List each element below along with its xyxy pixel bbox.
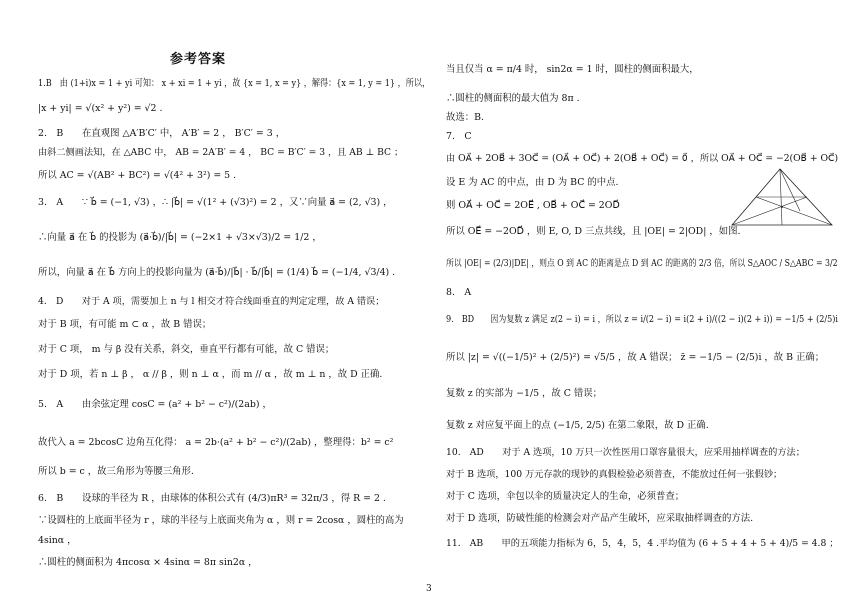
answer-6-line-4: ∴圆柱的侧面积为 4πcosα × 4sinα = 8π sin2α ， bbox=[38, 557, 258, 568]
answer-6-line-7: 故选：B. bbox=[446, 112, 484, 123]
answer-3-line-2: ∴向量 a⃗ 在 b⃗ 的投影为 (a⃗·b⃗)/|b⃗| = (−2×1 + √3×√3)/2 = 1/2 ， bbox=[38, 232, 322, 243]
answer-5-line-2: 故代入 a = 2bcosC 边角互化得： a = 2b·(a² + b² − c²)/(2ab) ，整理得：b² = c² bbox=[38, 437, 394, 448]
answer-6-line-6: ∴圆柱的侧面积的最大值为 8π . bbox=[446, 93, 580, 104]
answer-10-line-2: 对于 B 选项，100 万元存款的现钞的真假检验必须普查，不能放过任何一张假钞； bbox=[446, 469, 783, 480]
answer-8-line-1: 8. A bbox=[446, 287, 472, 298]
page-title: 参考答案 bbox=[170, 52, 227, 67]
answer-4-line-4: 对于 D 项，若 n ⊥ β ， α // β ，则 n ⊥ α ，而 m // α ，故 m ⊥ n ，故 D 正确. bbox=[38, 369, 383, 380]
segment-a-o bbox=[780, 169, 800, 211]
answer-1-line-1: 1.B 由 (1+i)x = 1 + yi 可知： x + xi = 1 + yi ，故 {x = 1, x = y} ，解得：{x = 1, y = 1} ，所以， bbox=[38, 78, 431, 89]
answer-4-line-3: 对于 C 项， m 与 β 没有关系，斜交，垂直平行都有可能，故 C 错误； bbox=[38, 344, 335, 355]
answer-9-line-1: 9. BD 因为复数 z 满足 z(2 − i) = i ，所以 z = i/(2 − i) = i(2 + i)/((2 − i)(2 + i)) = −1/5 + (2/5)i bbox=[446, 314, 838, 325]
answer-7-line-6: 所以 |OE| = (2/3)|DE| ，则点 O 到 AC 的距离是点 D 到 AC 的距离的 2/3 倍，所以 S△AOC / S△ABC = 3/2 bbox=[446, 258, 838, 269]
answer-2-line-3: 所以 AC = √(AB² + BC²) = √(4² + 3²) = 5 . bbox=[38, 170, 237, 181]
answer-7-line-5: 所以 OE⃗ = −2OD⃗ ，则 E, O, D 三点共线，且 |OE| = 2|OD| ，如图. bbox=[446, 226, 741, 237]
answer-4-line-2: 对于 B 项，有可能 m ⊂ α ，故 B 错误； bbox=[38, 319, 212, 330]
answer-3-line-3: 所以，向量 a⃗ 在 b⃗ 方向上的投影向量为 (a⃗·b⃗)/|b⃗| · b⃗/|b⃗| = (1/4) b⃗ = (−1/4, √3/4) . bbox=[38, 267, 396, 278]
segment-c-e bbox=[756, 197, 832, 225]
answer-6-line-3: 4sinα ， bbox=[38, 535, 77, 546]
answer-6-line-5: 当且仅当 α = π/4 时， sin2α = 1 时，圆柱的侧面积最大， bbox=[446, 64, 699, 75]
answer-7-line-4: 则 OA⃗ + OC⃗ = 2OE⃗ , OB⃗ + OC⃗ = 2OD⃗ bbox=[446, 200, 620, 211]
answer-10-line-1: 10. AD 对于 A 选项，10 万只一次性医用口罩容量很大，应采用抽样调查的方法； bbox=[446, 447, 805, 458]
page-number: 3 bbox=[426, 584, 432, 594]
answer-9-line-4: 复数 z 对应复平面上的点 (−1/5, 2/5) 在第二象限，故 D 正确. bbox=[446, 420, 709, 431]
point-o bbox=[781, 206, 783, 208]
answer-9-line-2: 所以 |z| = √((−1/5)² + (2/5)²) = √5/5 ，故 A 错误； z̄ = −1/5 − (2/5)i ，故 B 正确； bbox=[446, 352, 825, 363]
answer-2-line-1: 2. B 在直观图 △A′B′C′ 中， A′B′ = 2 ， B′C′ = 3 ， bbox=[38, 128, 286, 139]
segment-b-e bbox=[732, 197, 807, 225]
answer-2-line-2: 由斜二侧画法知，在 △ABC 中， AB = 2A′B′ = 4 ， BC = B′C′ = 3 ，且 AB ⊥ BC ； bbox=[38, 147, 404, 158]
answer-11-line-1: 11. AB 甲的五项能力指标为 6，5，4，5，4 .平均值为 (6 + 5 + 4 + 5 + 4)/5 = 4.8 ； bbox=[446, 538, 839, 549]
answer-1-line-2: |x + yi| = √(x² + y²) = √2 . bbox=[38, 103, 163, 114]
answer-6-line-1: 6. B 设球的半径为 R ，由球体的体积公式有 (4/3)πR³ = 32π/3 ，得 R = 2 . bbox=[38, 493, 386, 504]
answer-10-line-3: 对于 C 选项，伞包以伞的质量决定人的生命，必须普查； bbox=[446, 491, 685, 502]
answer-9-line-3: 复数 z 的实部为 −1/5 ，故 C 错误； bbox=[446, 388, 603, 399]
answer-3-line-1: 3. A ∵ b⃗ = (−1, √3) ，∴ |b⃗| = √(1² + (√3)²) = 2 ，又∵向量 a⃗ = (2, √3) ， bbox=[38, 197, 393, 208]
answer-5-line-1: 5. A 由余弦定理 cosC = (a² + b² − c²)/(2ab) ， bbox=[38, 399, 272, 410]
answer-7-line-2: 由 OA⃗ + 2OB⃗ + 3OC⃗ = (OA⃗ + OC⃗) + 2(OB⃗ + OC⃗) = 0⃗ ，所以 OA⃗ + OC⃗ = −2(OB⃗ + OC⃗) bbox=[446, 153, 839, 164]
answer-4-line-1: 4. D 对于 A 项，需要加上 n 与 l 相交才符合线面垂直的判定定理，故 A 错误； bbox=[38, 296, 385, 307]
triangle-figure bbox=[730, 167, 834, 229]
answer-7-line-3: 设 E 为 AC 的中点，由 D 为 BC 的中点. bbox=[446, 177, 619, 188]
answer-5-line-3: 所以 b = c ，故三角形为等腰三角形. bbox=[38, 466, 194, 477]
answer-7-line-1: 7. C bbox=[446, 131, 472, 142]
answer-6-line-2: ∵设圆柱的上底面半径为 r ，球的半径与上底面夹角为 α ，则 r = 2cosα ，圆柱的高为 bbox=[38, 515, 404, 526]
answer-10-line-4: 对于 D 选项，防破性能的检测会对产品产生破坏，应采取抽样调查的方法. bbox=[446, 513, 754, 524]
